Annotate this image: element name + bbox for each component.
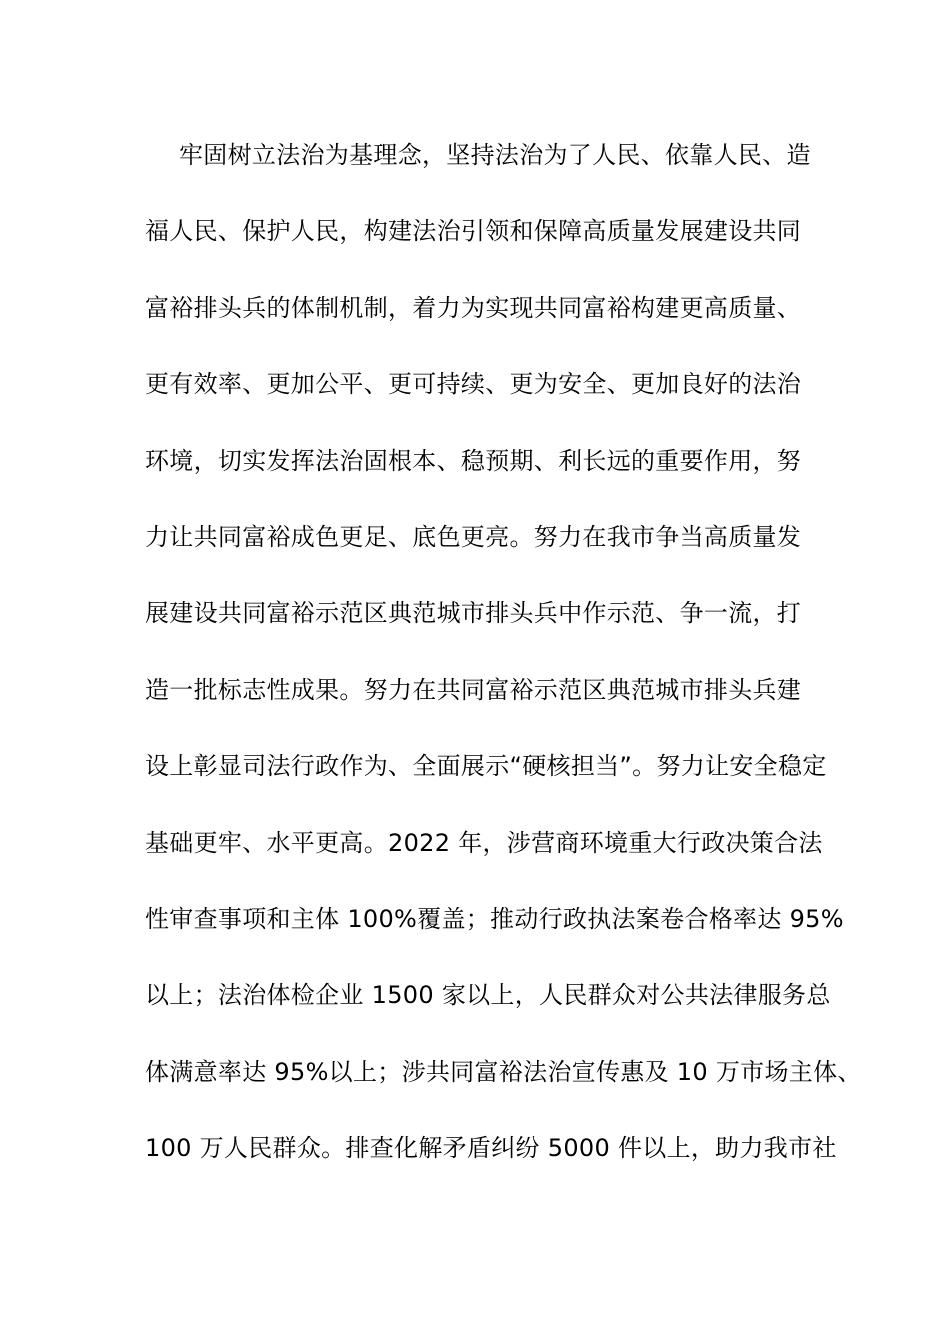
paragraph-line: 性审查事项和主体 100%覆盖；推动行政执法案卷合格率达 95% [145,904,844,933]
paragraph-line: 100 万人民群众。排查化解矛盾纠纷 5000 件以上，助力我市社 [145,1134,837,1163]
paragraph-line: 以上；法治体检企业 1500 家以上，人民群众对公共法律服务总 [145,981,831,1010]
paragraph-line: 富裕排头兵的体制机制，着力为实现共同富裕构建更高质量、 [145,293,802,322]
paragraph-line: 更有效率、更加公平、更可持续、更为安全、更加良好的法治 [145,370,802,399]
paragraph-line: 环境，切实发挥法治固根本、稳预期、利长远的重要作用，努 [145,446,802,475]
paragraph-line: 造一批标志性成果。努力在共同富裕示范区典范城市排头兵建 [145,675,802,704]
paragraph-line: 福人民、保护人民，构建法治引领和保障高质量发展建设共同 [145,217,802,246]
paragraph-line: 基础更牢、水平更高。2022 年，涉营商环境重大行政决策合法 [145,828,823,857]
paragraph-line: 力让共同富裕成色更足、底色更亮。努力在我市争当高质量发 [145,522,802,551]
body-paragraph [145,135,862,1204]
paragraph-line: 设上彰显司法行政作为、全面展示“硬核担当”。努力让安全稳定 [145,752,827,781]
paragraph-line: 展建设共同富裕示范区典范城市排头兵中作示范、争一流，打 [145,599,802,628]
paragraph-line: 牢固树立法治为基理念，坚持法治为了人民、依靠人民、造 [179,141,811,169]
paragraph-line: 体满意率达 95%以上；涉共同富裕法治宣传惠及 10 万市场主体、 [145,1057,862,1086]
